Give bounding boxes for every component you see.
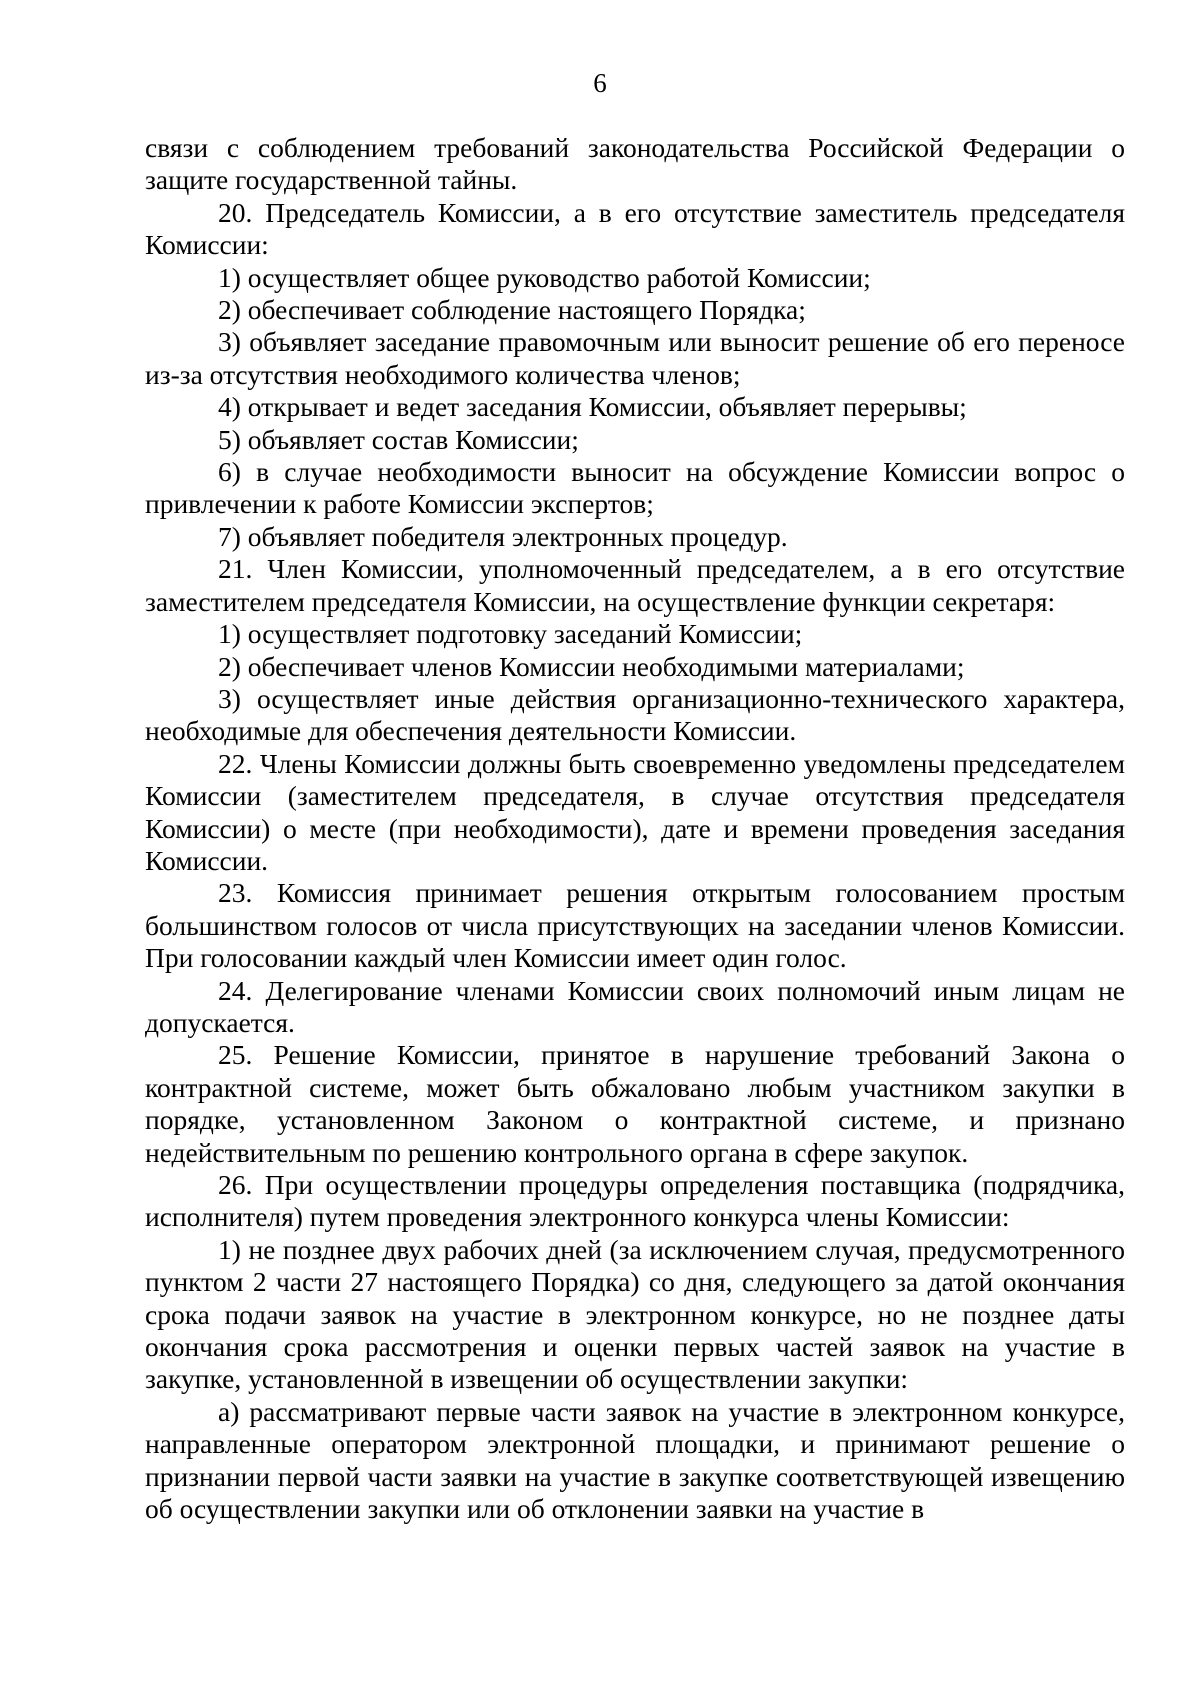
paragraph: 23. Комиссия принимает решения открытым голосованием простым большинством голосов от числа присутствующих на заседании членов Комиссии. При голосовании каждый член Комиссии имеет один голос. — [145, 877, 1125, 974]
document-body — [145, 132, 1125, 1525]
page-number: 6 — [593, 68, 607, 98]
paragraph: 7) объявляет победителя электронных процедур. — [218, 520, 788, 552]
paragraph: 25. Решение Комиссии, принятое в нарушение требований Закона о контрактной системе, может быть обжаловано любым участником закупки в порядке, установленном Законом о контрактной системе, и признано недействительным по решению контрольного органа в сфере закупок. — [145, 1039, 1125, 1168]
paragraph: 3) осуществляет иные действия организационно-технического характера, необходимые для обеспечения деятельности Комиссии. — [145, 682, 1125, 747]
paragraph: 4) открывает и ведет заседания Комиссии, объявляет перерывы; — [218, 391, 967, 423]
paragraph: а) рассматривают первые части заявок на участие в электронном конкурсе, направленные оператором электронной площадки, и принимают решение о признании первой части заявки на участие в закупке соответствующей извещению об осуществлении закупки или об отклонении заявки на участие в — [145, 1395, 1125, 1525]
paragraph: 2) обеспечивает членов Комиссии необходимыми материалами; — [218, 650, 965, 682]
paragraph: 2) обеспечивает соблюдение настоящего Порядка; — [218, 294, 806, 326]
paragraph: 6) в случае необходимости выносит на обсуждение Комиссии вопрос о привлечении к работе Комиссии экспертов; — [145, 456, 1125, 520]
paragraph: 26. При осуществлении процедуры определения поставщика (подрядчика, исполнителя) путем проведения электронного конкурса члены Комиссии: — [145, 1169, 1125, 1233]
paragraph: 24. Делегирование членами Комиссии своих полномочий иным лицам не допускается. — [145, 974, 1125, 1038]
paragraph: 5) объявляет состав Комиссии; — [218, 423, 579, 455]
paragraph: 22. Члены Комиссии должны быть своевременно уведомлены председателем Комиссии (заместителем председателя, в случае отсутствия председателя Комиссии) о месте (при необходимости), дате и времени проведения заседания Комиссии. — [145, 747, 1125, 876]
paragraph: 21. Член Комиссии, уполномоченный председателем, а в его отсутствие заместителем председателя Комиссии, на осуществление функции секретаря: — [145, 553, 1125, 617]
paragraph: 20. Председатель Комиссии, а в его отсутствие заместитель председателя Комиссии: — [145, 196, 1125, 261]
paragraph: 1) осуществляет общее руководство работой Комиссии; — [218, 261, 871, 293]
paragraph: 3) объявляет заседание правомочным или выносит решение об его переносе из-за отсутствия необходимого количества членов; — [145, 326, 1125, 390]
paragraph: 1) осуществляет подготовку заседаний Комиссии; — [218, 618, 803, 650]
paragraph: 1) не позднее двух рабочих дней (за исключением случая, предусмотренного пунктом 2 части 27 настоящего Порядка) со дня, следующего за датой окончания срока подачи заявок на участие в электронном конкурсе, но не позднее даты окончания срока рассмотрения и оценки первых частей заявок на участие в закупке, установленной в извещении об осуществлении закупки: — [145, 1233, 1125, 1395]
paragraph: связи с соблюдением требований законодательства Российской Федерации о защите государственной тайны. — [145, 132, 1125, 196]
